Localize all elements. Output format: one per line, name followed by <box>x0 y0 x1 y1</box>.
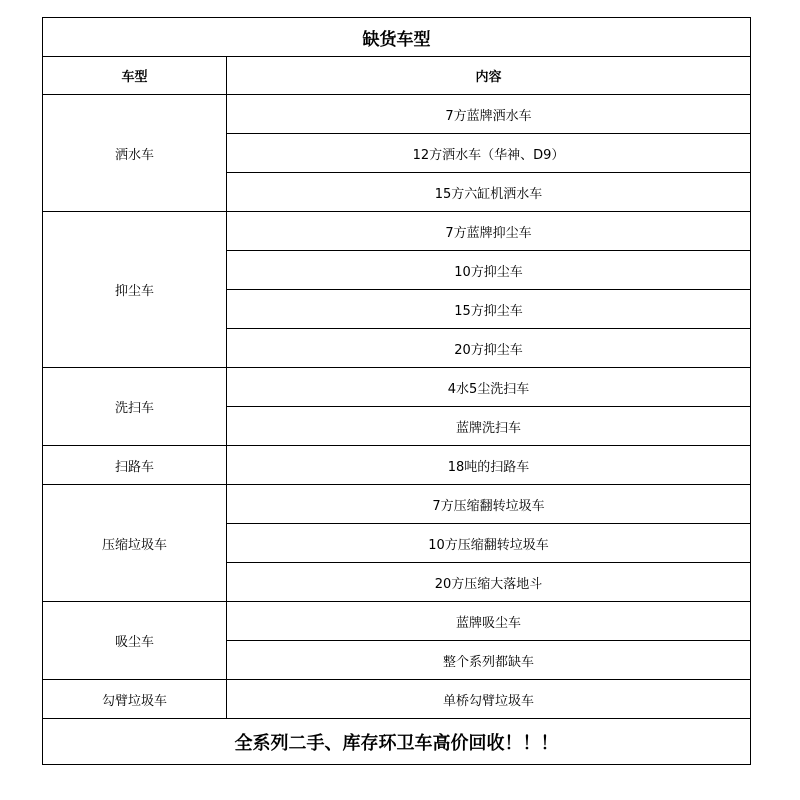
vehicle-type-cell: 洗扫车 <box>43 368 227 446</box>
title-row <box>43 18 751 57</box>
vehicle-item-cell: 7方蓝牌洒水车 <box>227 95 751 134</box>
vehicle-item-cell: 20方抑尘车 <box>227 329 751 368</box>
vehicle-item-cell: 15方六缸机洒水车 <box>227 173 751 212</box>
header-row <box>43 57 751 95</box>
vehicle-item-cell: 7方压缩翻转垃圾车 <box>227 485 751 524</box>
shortage-table <box>42 17 751 765</box>
vehicle-item-cell: 10方抑尘车 <box>227 251 751 290</box>
table-row <box>43 95 751 134</box>
vehicle-item-cell: 蓝牌洗扫车 <box>227 407 751 446</box>
footer-row <box>43 719 751 765</box>
vehicle-type-cell: 洒水车 <box>43 95 227 212</box>
vehicle-item-cell: 单桥勾臂垃圾车 <box>227 680 751 719</box>
table-row <box>43 485 751 524</box>
vehicle-item-cell: 18吨的扫路车 <box>227 446 751 485</box>
table-row <box>43 212 751 251</box>
table-row <box>43 446 751 485</box>
table-title: 缺货车型 <box>43 18 751 57</box>
vehicle-type-cell: 抑尘车 <box>43 212 227 368</box>
vehicle-item-cell: 7方蓝牌抑尘车 <box>227 212 751 251</box>
vehicle-item-cell: 10方压缩翻转垃圾车 <box>227 524 751 563</box>
table-body <box>43 95 751 719</box>
vehicle-type-cell: 勾臂垃圾车 <box>43 680 227 719</box>
recycle-slogan: 全系列二手、库存环卫车高价回收！！！ <box>43 719 751 765</box>
vehicle-item-cell: 12方洒水车（华神、D9） <box>227 134 751 173</box>
header-content: 内容 <box>227 57 751 95</box>
vehicle-type-cell: 扫路车 <box>43 446 227 485</box>
vehicle-type-cell: 吸尘车 <box>43 602 227 680</box>
table-row <box>43 602 751 641</box>
header-type: 车型 <box>43 57 227 95</box>
vehicle-type-cell: 压缩垃圾车 <box>43 485 227 602</box>
vehicle-item-cell: 蓝牌吸尘车 <box>227 602 751 641</box>
vehicle-item-cell: 15方抑尘车 <box>227 290 751 329</box>
vehicle-item-cell: 20方压缩大落地斗 <box>227 563 751 602</box>
table-row <box>43 368 751 407</box>
table-row <box>43 680 751 719</box>
vehicle-item-cell: 整个系列都缺车 <box>227 641 751 680</box>
vehicle-item-cell: 4水5尘洗扫车 <box>227 368 751 407</box>
